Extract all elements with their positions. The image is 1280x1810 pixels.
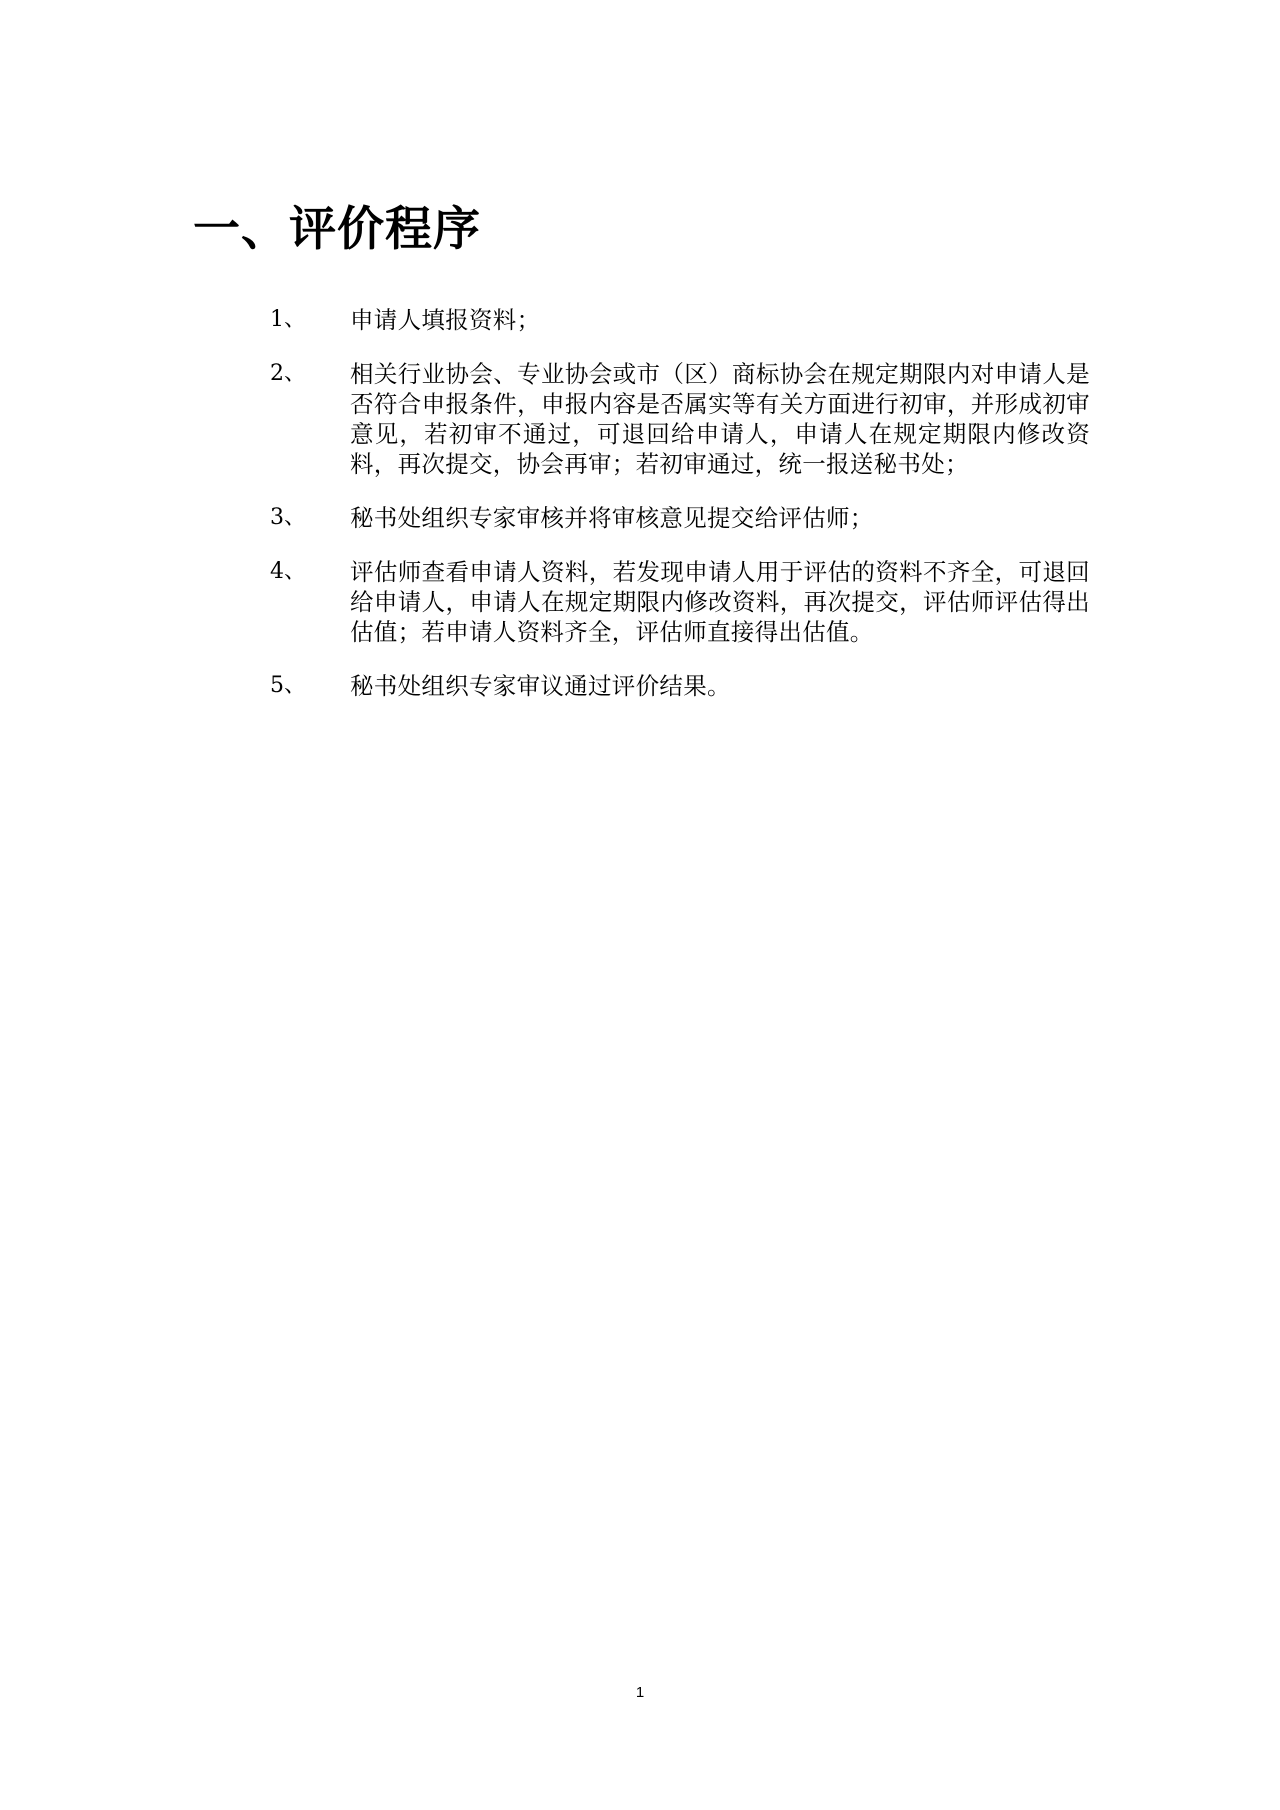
step-text: 评估师查看申请人资料，若发现申请人用于评估的资料不齐全，可退回给申请人，申请人在规定期限内修改资料，再次提交，评估师评估得出估值；若申请人资料齐全，评估师直接得出估值。	[350, 558, 1090, 646]
list-item	[270, 305, 1090, 335]
step-number: 1、	[270, 307, 306, 332]
list-item	[270, 557, 1090, 647]
step-text: 秘书处组织专家审核并将审核意见提交给评估师；	[350, 504, 874, 532]
step-text: 相关行业协会、专业协会或市（区）商标协会在规定期限内对申请人是否符合申报条件，申报内容是否属实等有关方面进行初审，并形成初审意见，若初审不通过，可退回给申请人，申请人在规定期限内修改资料，再次提交，协会再审；若初审通过，统一报送秘书处；	[350, 360, 1090, 478]
list-item	[270, 671, 1090, 701]
list-item	[270, 359, 1090, 479]
list-item	[270, 503, 1090, 533]
step-text: 秘书处组织专家审议通过评价结果。	[350, 672, 731, 700]
step-number: 5、	[270, 673, 306, 698]
page-number: 1	[635, 1684, 645, 1701]
step-number: 4、	[270, 559, 306, 584]
step-number: 2、	[270, 361, 306, 386]
procedure-steps-list	[270, 305, 1090, 725]
step-number: 3、	[270, 505, 306, 530]
step-text: 申请人填报资料；	[350, 306, 541, 334]
section-heading: 一、评价程序	[193, 202, 481, 257]
